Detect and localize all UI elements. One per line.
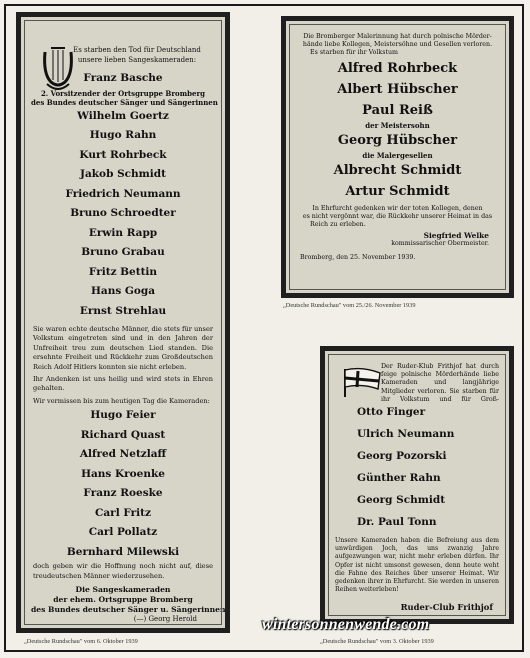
club-flag-icon (342, 367, 382, 397)
notice-subheading: die Malergesellen (362, 150, 433, 160)
deceased-name: Otto Finger (357, 406, 426, 418)
caption-bottom-right: „Deutsche Rundschau" vom 3. Oktober 1939 (320, 638, 434, 645)
deceased-name: Hans Goga (90, 285, 156, 297)
notice-date: Bromberg, den 25. November 1939. (300, 254, 416, 262)
deceased-name: Bernhard Milewski (66, 545, 180, 558)
notice-paragraph: doch geben wir die Hoffnung noch nicht auf, diese treudeutschen Männer wiederzusehen. (33, 562, 213, 580)
deceased-name: Alfred Rohrbeck (337, 60, 458, 76)
deceased-name: Ulrich Neumann (357, 428, 455, 440)
deceased-name: Dr. Paul Tonn (357, 516, 437, 528)
signature-line: des Bundes deutscher Sänger u. Sängerinnen (31, 605, 226, 615)
lyre-icon (41, 44, 75, 94)
deceased-name: Ernst Strehlau (79, 304, 167, 317)
deceased-name: Günther Rahn (357, 472, 441, 484)
caption-top-right: „Deutsche Rundschau" vom 25./26. November 1939 (283, 302, 416, 309)
deceased-name: Albert Hübscher (337, 81, 458, 97)
notice-paragraph: Sie waren echte deutsche Männer, die stets für unser Volkstum eingetreten sind und in den Jahren der Unfreiheit treu zum deutschen Lied standen. Die ersehnte Freiheit und Rückkehr zum Großdeutschen Reich Adolf Hitlers konnten sie nicht erleben. (33, 325, 213, 371)
deceased-name: Franz Roeske (83, 487, 163, 500)
notice-paragraph-line: Reich zu erleben. (310, 221, 366, 229)
deceased-name: Fritz Bettin (88, 265, 158, 278)
notice-paragraph-line: In Ehrfurcht gedenken wir der toten Kollegen, denen (312, 204, 483, 212)
deceased-role: des Bundes deutscher Sänger und Sängerinnen (31, 97, 218, 107)
notice-paragraph: Unsere Kameraden haben die Befreiung aus dem unwürdigen Joch, das uns zwanzig Jahre aufgezwungen war, nicht mehr erleben dürfen. Ihr Opfer ist nicht umsonst gewesen, denn heute weht die Fahne des Reiches über unserer Heimat. Wir gedenken ihrer in Ehrfurcht. Sie werden in unseren Reihen weiterleben! (335, 537, 499, 594)
notice-intro-line: Die Bromberger Malerinnung hat durch polnische Mörder- (303, 33, 492, 40)
notice-intro-line: hände liebe Kollegen, Meistersöhne und Gesellen verloren. (302, 41, 493, 49)
deceased-name: Kurt Rohrbeck (79, 148, 167, 161)
deceased-name: Hans Kroenke (81, 467, 165, 480)
deceased-name: Alfred Netzlaff (79, 448, 167, 461)
deceased-name: Georg Pozorski (357, 450, 447, 462)
deceased-name: Richard Quast (80, 428, 166, 441)
deceased-name: Hugo Rahn (89, 129, 157, 141)
signer-title: kommissarischer Obermeister. (391, 240, 489, 248)
deceased-name: Bruno Grabau (81, 246, 165, 258)
deceased-name: Bruno Schroedter (70, 207, 176, 219)
deceased-name: Jakob Schmidt (80, 168, 166, 180)
notice-paragraph-line: es nicht vergönnt war, die Rückkehr unserer Heimat in das (302, 212, 493, 220)
deceased-name: Carl Pollatz (88, 526, 158, 539)
notice-paragraph: Ihr Andenken ist uns heilig und wird stets in Ehren gehalten. (33, 375, 213, 393)
signature-line: Die Sangeskameraden (75, 585, 171, 595)
deceased-name: Paul Reiß (362, 102, 433, 118)
watermark: wintersonnenwende.com (262, 616, 430, 633)
notice-intro-line: Es starben den Tod für Deutschland (73, 46, 201, 54)
obituary-notice-singers (16, 12, 230, 633)
deceased-name: Franz Basche (83, 72, 163, 84)
deceased-name: Erwin Rapp (88, 226, 158, 239)
obituary-notice-rowing-club (320, 346, 514, 624)
signer: Siegfried Welke (423, 231, 489, 241)
deceased-name: Artur Schmidt (345, 183, 450, 199)
deceased-name: Georg Hübscher (337, 132, 458, 148)
deceased-name: Hugo Feier (90, 409, 156, 422)
deceased-name: Wilhelm Goertz (77, 109, 169, 122)
signature-line: Ruder-Club Frithjof (400, 602, 493, 613)
deceased-role: 2. Vorsitzender der Ortsgruppe Bromberg (40, 88, 206, 98)
deceased-name: Carl Fritz (95, 506, 151, 519)
caption-left: „Deutsche Rundschau" vom 6. Oktober 1939 (24, 638, 138, 645)
deceased-name: Friedrich Neumann (65, 187, 181, 200)
signature-line: der ehem. Ortsgruppe Bromberg (53, 595, 193, 605)
deceased-name: Albrecht Schmidt (333, 162, 462, 178)
signer: (—) Georg Herold (133, 615, 197, 624)
notice-intro: Der Ruder-Klub Frithjof hat durch feige polnische Mörderhände liebe Kameraden und langjährige Mitglieder verloren. Sie starben für ihr Volkstum und für Groß- (381, 363, 499, 401)
notice-intro-line: Es starben für ihr Volkstum (310, 49, 399, 57)
deceased-name: Georg Schmidt (357, 494, 446, 506)
notice-subheading: der Meistersohn (365, 120, 430, 130)
obituary-notice-painters (281, 16, 514, 298)
notice-intro-line: unsere lieben Sangeskameraden: (77, 56, 197, 64)
notice-paragraph: Wir vermissen bis zum heutigen Tag die Kameraden: (33, 396, 210, 405)
